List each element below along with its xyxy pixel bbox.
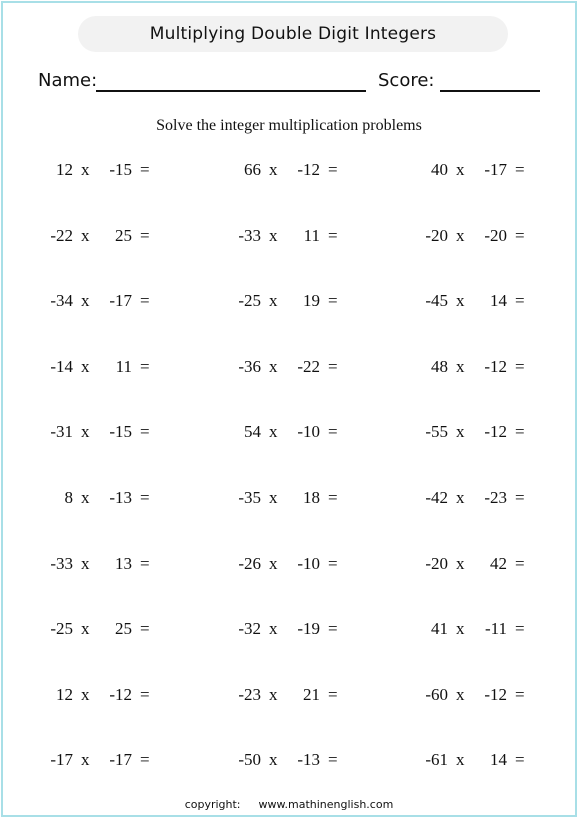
second-factor: -12 xyxy=(109,684,132,704)
first-factor: 66 xyxy=(244,160,261,179)
times-operator: x xyxy=(456,291,465,311)
first-factor: -22 xyxy=(50,225,73,245)
problem-4-1 xyxy=(43,357,153,381)
first-factor: -20 xyxy=(425,225,448,245)
first-factor: -33 xyxy=(238,225,261,245)
problem-6-1 xyxy=(43,488,153,512)
problem-2-3 xyxy=(418,226,528,250)
problem-5-3 xyxy=(418,422,528,446)
times-operator: x xyxy=(269,750,278,770)
equals-sign: = xyxy=(140,225,150,245)
first-factor: 12 xyxy=(56,160,73,179)
equals-sign: = xyxy=(328,356,338,376)
times-operator: x xyxy=(456,225,465,245)
problem-10-3 xyxy=(418,750,528,774)
times-operator: x xyxy=(269,160,278,179)
second-factor: 25 xyxy=(115,225,132,245)
first-factor: -14 xyxy=(50,356,73,376)
times-operator: x xyxy=(81,356,90,376)
second-factor: -17 xyxy=(109,291,132,311)
times-operator: x xyxy=(456,553,465,573)
first-factor: -25 xyxy=(50,619,73,639)
second-factor: 13 xyxy=(115,553,132,573)
second-factor: -19 xyxy=(297,619,320,639)
equals-sign: = xyxy=(328,750,338,770)
times-operator: x xyxy=(456,160,465,179)
equals-sign: = xyxy=(140,160,150,179)
equals-sign: = xyxy=(328,488,338,507)
times-operator: x xyxy=(456,422,465,442)
footer xyxy=(0,798,578,811)
problem-7-2 xyxy=(231,554,341,578)
times-operator: x xyxy=(456,684,465,704)
first-factor: -25 xyxy=(238,291,261,311)
first-factor: -60 xyxy=(425,684,448,704)
equals-sign: = xyxy=(140,488,150,507)
second-factor: -11 xyxy=(484,619,507,639)
second-factor: 19 xyxy=(303,291,320,311)
second-factor: -12 xyxy=(297,160,320,179)
problem-8-3 xyxy=(418,619,528,643)
equals-sign: = xyxy=(515,356,525,376)
problem-8-2 xyxy=(231,619,341,643)
problem-4-2 xyxy=(231,357,341,381)
worksheet-title: Multiplying Double Digit Integers xyxy=(149,24,437,44)
equals-sign: = xyxy=(328,619,338,639)
second-factor: -12 xyxy=(484,422,507,442)
times-operator: x xyxy=(269,488,278,507)
second-factor: 14 xyxy=(490,750,507,770)
second-factor: -17 xyxy=(109,750,132,770)
second-factor: -10 xyxy=(297,422,320,442)
instructions: Solve the integer multiplication problems xyxy=(156,117,422,134)
second-factor: -15 xyxy=(109,422,132,442)
website-link[interactable]: www.mathinenglish.com xyxy=(258,798,394,811)
first-factor: -50 xyxy=(238,750,261,770)
problem-4-3 xyxy=(418,357,528,381)
equals-sign: = xyxy=(515,291,525,311)
first-factor: -26 xyxy=(238,553,261,573)
second-factor: -15 xyxy=(109,160,132,179)
times-operator: x xyxy=(81,684,90,704)
second-factor: 18 xyxy=(303,488,320,507)
times-operator: x xyxy=(81,160,90,179)
first-factor: 54 xyxy=(244,422,261,442)
problem-1-2 xyxy=(231,160,341,184)
equals-sign: = xyxy=(328,160,338,179)
equals-sign: = xyxy=(140,619,150,639)
first-factor: -33 xyxy=(50,553,73,573)
times-operator: x xyxy=(456,750,465,770)
second-factor: -13 xyxy=(109,488,132,507)
first-factor: -32 xyxy=(238,619,261,639)
second-factor: -10 xyxy=(297,553,320,573)
times-operator: x xyxy=(269,553,278,573)
problem-10-2 xyxy=(231,750,341,774)
problem-9-2 xyxy=(231,685,341,709)
first-factor: -17 xyxy=(50,750,73,770)
times-operator: x xyxy=(269,356,278,376)
first-factor: -23 xyxy=(238,684,261,704)
second-factor: -23 xyxy=(484,488,507,507)
second-factor: 11 xyxy=(303,225,320,245)
first-factor: -55 xyxy=(425,422,448,442)
problem-1-3 xyxy=(418,160,528,184)
equals-sign: = xyxy=(140,553,150,573)
equals-sign: = xyxy=(140,356,150,376)
first-factor: -20 xyxy=(425,553,448,573)
name-label: Name: xyxy=(38,70,98,91)
second-factor: 11 xyxy=(115,356,132,376)
problem-2-2 xyxy=(231,226,341,250)
second-factor: 21 xyxy=(303,684,320,704)
first-factor: 40 xyxy=(431,160,448,179)
equals-sign: = xyxy=(140,291,150,311)
problem-6-3 xyxy=(418,488,528,512)
problem-3-3 xyxy=(418,291,528,315)
times-operator: x xyxy=(269,422,278,442)
first-factor: 8 xyxy=(64,488,73,507)
equals-sign: = xyxy=(515,422,525,442)
score-label: Score: xyxy=(378,70,435,91)
second-factor: 25 xyxy=(115,619,132,639)
times-operator: x xyxy=(269,225,278,245)
first-factor: 41 xyxy=(431,619,448,639)
times-operator: x xyxy=(456,619,465,639)
problem-3-1 xyxy=(43,291,153,315)
first-factor: -36 xyxy=(238,356,261,376)
problem-9-3 xyxy=(418,685,528,709)
first-factor: -35 xyxy=(238,488,261,507)
problem-8-1 xyxy=(43,619,153,643)
problem-3-2 xyxy=(231,291,341,315)
second-factor: -12 xyxy=(484,356,507,376)
equals-sign: = xyxy=(515,553,525,573)
times-operator: x xyxy=(269,619,278,639)
second-factor: -13 xyxy=(297,750,320,770)
problem-7-3 xyxy=(418,554,528,578)
equals-sign: = xyxy=(515,488,525,507)
problem-6-2 xyxy=(231,488,341,512)
problem-9-1 xyxy=(43,685,153,709)
times-operator: x xyxy=(81,553,90,573)
first-factor: -31 xyxy=(50,422,73,442)
times-operator: x xyxy=(81,488,90,507)
second-factor: -17 xyxy=(484,160,507,179)
equals-sign: = xyxy=(328,225,338,245)
equals-sign: = xyxy=(515,619,525,639)
first-factor: -45 xyxy=(425,291,448,311)
times-operator: x xyxy=(269,684,278,704)
second-factor: -22 xyxy=(297,356,320,376)
equals-sign: = xyxy=(328,291,338,311)
equals-sign: = xyxy=(140,684,150,704)
problem-5-1 xyxy=(43,422,153,446)
first-factor: 48 xyxy=(431,356,448,376)
problem-7-1 xyxy=(43,554,153,578)
problem-1-1 xyxy=(43,160,153,184)
second-factor: -12 xyxy=(484,684,507,704)
first-factor: -61 xyxy=(425,750,448,770)
first-factor: -34 xyxy=(50,291,73,311)
first-factor: -42 xyxy=(425,488,448,507)
times-operator: x xyxy=(81,225,90,245)
times-operator: x xyxy=(456,356,465,376)
equals-sign: = xyxy=(328,553,338,573)
equals-sign: = xyxy=(140,750,150,770)
times-operator: x xyxy=(456,488,465,507)
problem-10-1 xyxy=(43,750,153,774)
equals-sign: = xyxy=(515,160,525,179)
equals-sign: = xyxy=(328,422,338,442)
equals-sign: = xyxy=(515,684,525,704)
times-operator: x xyxy=(269,291,278,311)
second-factor: 14 xyxy=(490,291,507,311)
copyright-label: copyright: xyxy=(184,798,241,811)
problem-5-2 xyxy=(231,422,341,446)
second-factor: 42 xyxy=(490,553,507,573)
equals-sign: = xyxy=(515,225,525,245)
times-operator: x xyxy=(81,422,90,442)
equals-sign: = xyxy=(515,750,525,770)
problem-2-1 xyxy=(43,226,153,250)
times-operator: x xyxy=(81,750,90,770)
times-operator: x xyxy=(81,291,90,311)
equals-sign: = xyxy=(328,684,338,704)
equals-sign: = xyxy=(140,422,150,442)
second-factor: -20 xyxy=(484,225,507,245)
times-operator: x xyxy=(81,619,90,639)
first-factor: 12 xyxy=(56,684,73,704)
